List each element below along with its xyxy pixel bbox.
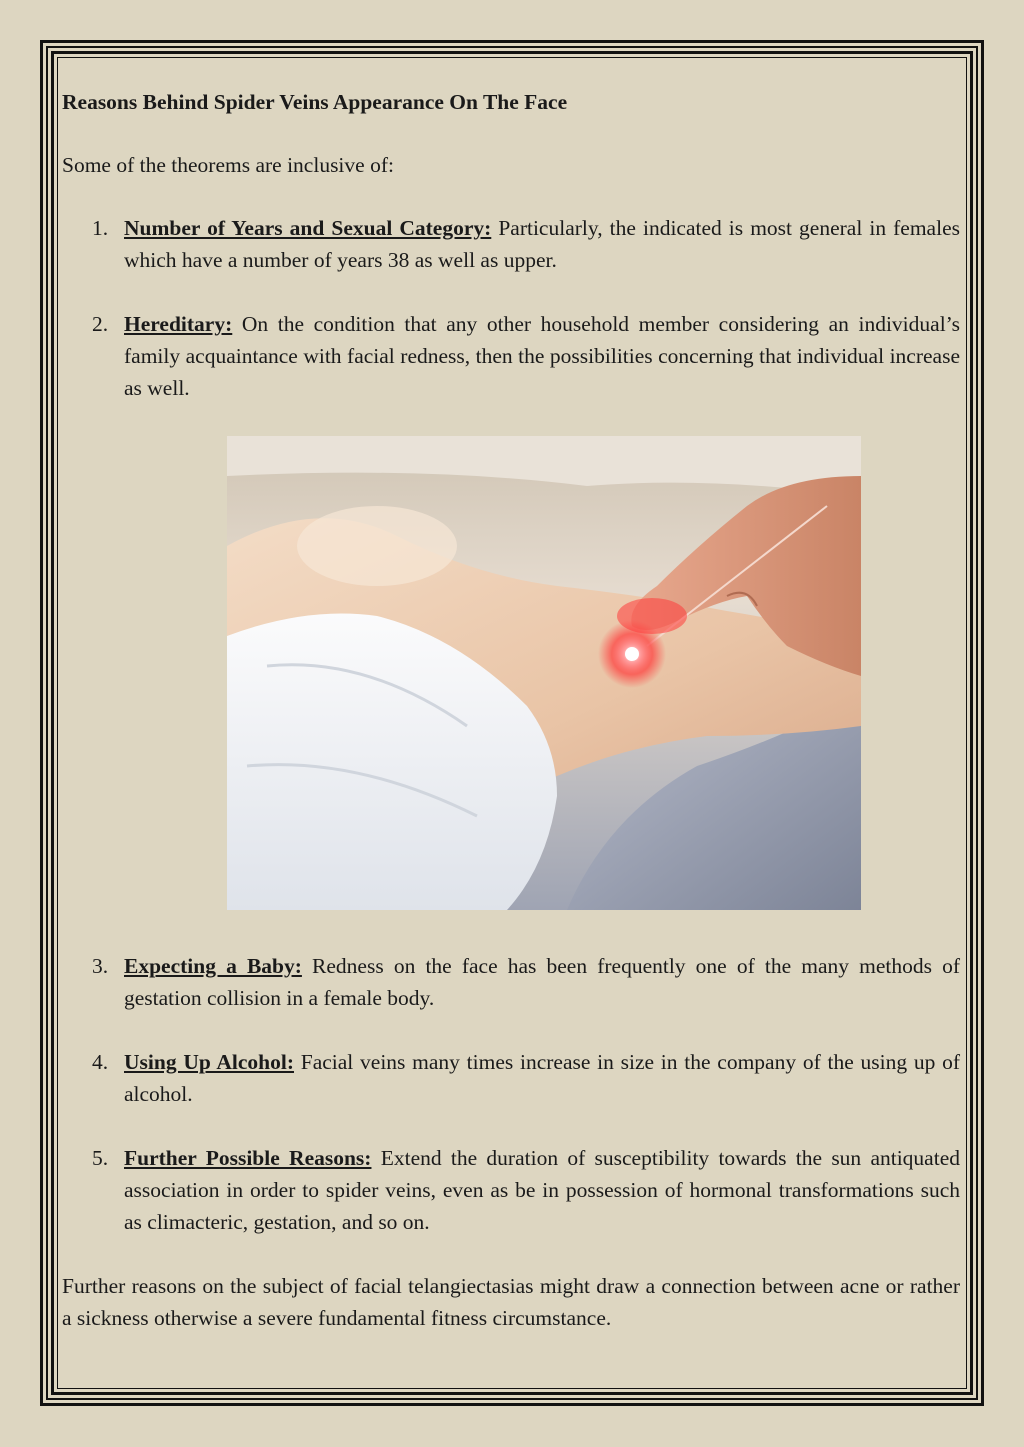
list-number: 3. — [92, 954, 109, 978]
list-item-other-reasons — [62, 1142, 960, 1238]
closing-paragraph: Further reasons on the subject of facial telangiectasias might draw a connection between acne or rather a sickness otherwise a severe fundamental fitness circumstance. — [62, 1274, 960, 1330]
list-item-hereditary — [62, 308, 960, 404]
list-term: Number of Years and Sexual Category: — [124, 216, 492, 240]
document-body — [62, 86, 960, 1334]
list-number: 4. — [92, 1050, 109, 1074]
list-text: On the condition that any other household member considering an individual’s family acquaintance with facial redness, then the possibilities concerning that individual increase as well. — [124, 312, 961, 400]
list-number: 5. — [92, 1146, 109, 1170]
list-item-pregnancy — [62, 950, 960, 1014]
list-text: Extend the duration of susceptibility towards the sun antiquated association in order to spider veins, even as be in possession of hormonal transformations such as climacteric, gestation, and so on. — [124, 1146, 960, 1234]
reasons-list-top — [62, 212, 960, 404]
list-item-alcohol — [62, 1046, 960, 1110]
reasons-list-bottom — [62, 950, 960, 1238]
list-item-age-sex — [62, 212, 960, 276]
list-term: Further Possible Reasons: — [124, 1146, 372, 1170]
list-text: Particularly, the indicated is most general in females which have a number of years 38 as well as upper. — [124, 216, 960, 272]
page-title: Reasons Behind Spider Veins Appearance On The Face — [62, 90, 568, 114]
list-number: 2. — [92, 312, 109, 336]
intro-paragraph: Some of the theorems are inclusive of: — [62, 153, 394, 177]
list-text: Redness on the face has been frequently one of the many methods of gestation collision in a female body. — [124, 954, 961, 1010]
list-term: Hereditary: — [124, 312, 233, 336]
laser-treatment-photo — [227, 436, 861, 910]
list-text: Facial veins many times increase in size in the company of the using up of alcohol. — [124, 1050, 960, 1106]
list-number: 1. — [92, 216, 109, 240]
list-term: Expecting a Baby: — [124, 954, 302, 978]
list-term: Using Up Alcohol: — [124, 1050, 294, 1074]
